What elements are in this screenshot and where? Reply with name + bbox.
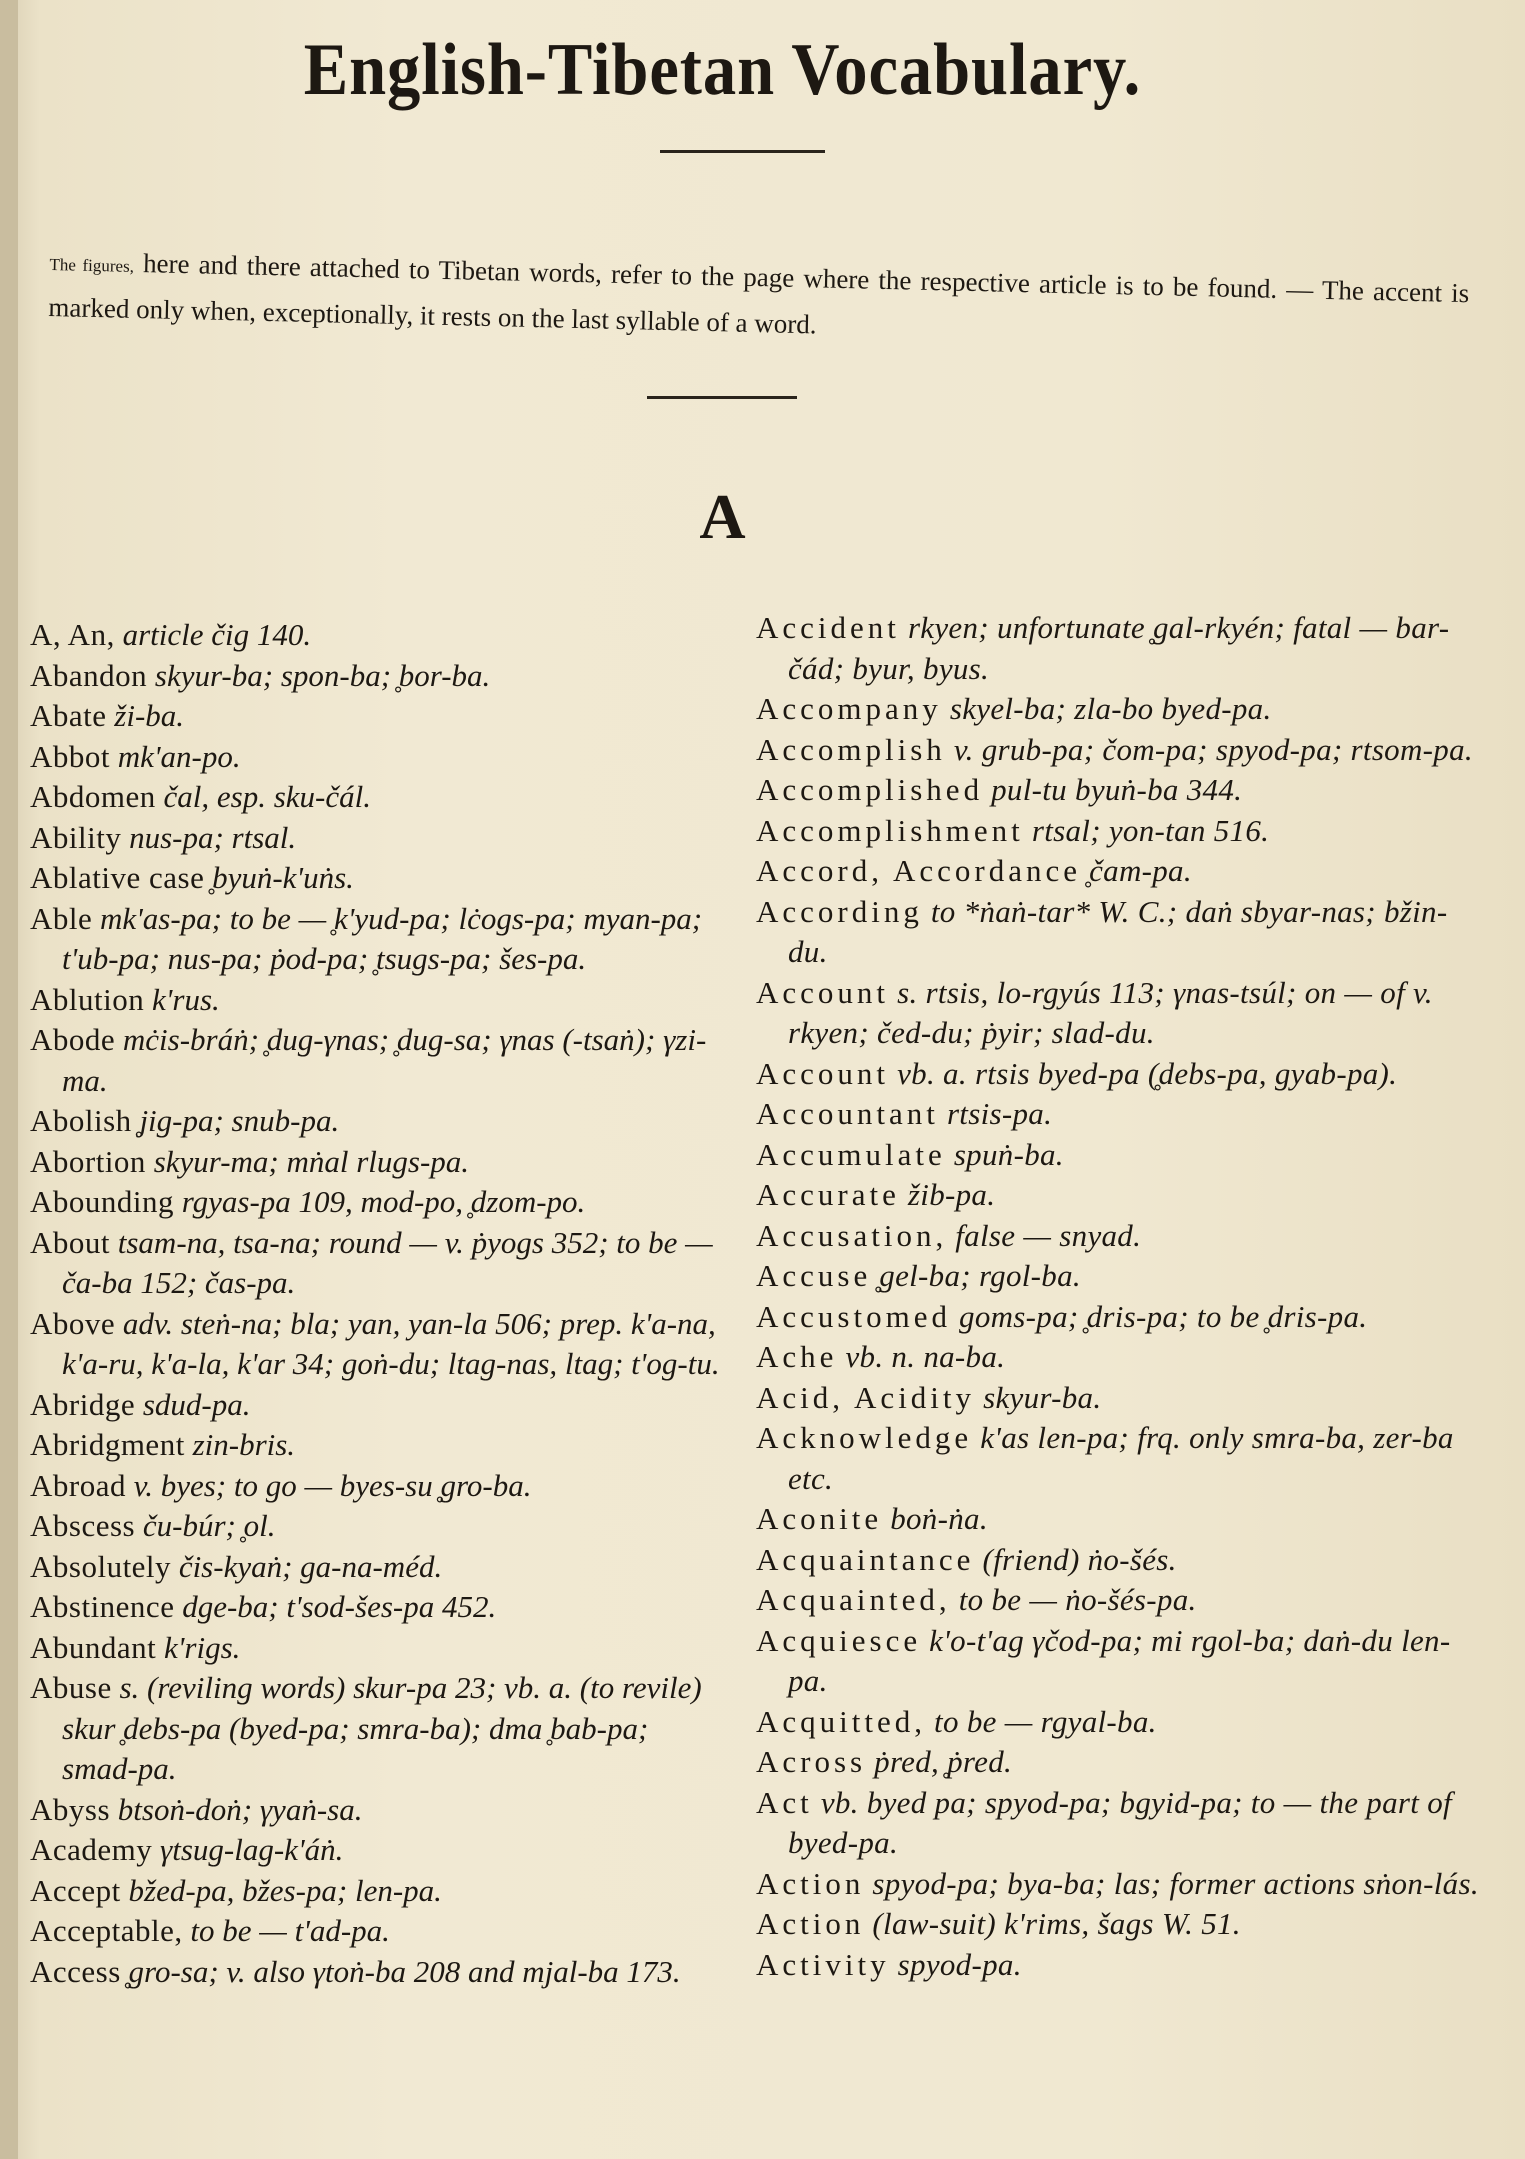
vocabulary-entry <box>756 1256 1486 1297</box>
vocabulary-entry <box>756 1297 1486 1338</box>
entry-headword: Accusation, <box>756 1217 948 1253</box>
vocabulary-entry <box>756 1054 1486 1095</box>
vocabulary-entry <box>756 608 1486 689</box>
entry-headword: Acquiesce <box>756 1622 922 1658</box>
entry-headword: Accept <box>30 1872 121 1908</box>
vocabulary-entry <box>756 730 1486 771</box>
entry-definition: pul-tu byuṅ-ba 344. <box>983 772 1243 807</box>
entry-definition: to be — ṅo-šés-pa. <box>950 1582 1197 1617</box>
entry-headword: According <box>756 893 923 929</box>
divider-rule <box>660 150 825 153</box>
entry-headword: Abridgment <box>30 1427 185 1462</box>
vocabulary-entry <box>756 1337 1486 1378</box>
vocabulary-entry <box>30 656 720 697</box>
entry-headword: Accomplished <box>756 772 984 807</box>
entry-headword: Account <box>756 974 890 1010</box>
vocabulary-entry <box>30 1911 720 1952</box>
entry-headword: Aconite <box>756 1501 883 1536</box>
vocabulary-entry <box>30 737 720 778</box>
entry-definition: s. rtsis, lo-rgyús 113; γnas-tsúl; on — of v. rkyen; čed-du; ṗyir; slad-du. <box>788 974 1433 1050</box>
entry-definition: čal, esp. sku-čál. <box>155 779 371 814</box>
vocabulary-entry <box>30 1628 720 1669</box>
entry-headword: About <box>30 1224 110 1260</box>
entry-headword: Accompany <box>756 691 942 726</box>
entry-definition: k'rigs. <box>156 1629 241 1665</box>
entry-headword: Acceptable, <box>30 1913 183 1948</box>
entry-definition: to be — t'ad-pa. <box>182 1913 390 1948</box>
entry-definition: v. byes; to go — byes-su ̥gro-ba. <box>125 1467 532 1503</box>
vocabulary-entry <box>30 1304 720 1385</box>
vocabulary-entry <box>30 1101 720 1142</box>
entry-definition: ̥čam-pa. <box>1081 853 1192 888</box>
entry-definition: to *ṅaṅ-tar* W. C.; daṅ sbyar-nas; bžin-du. <box>788 893 1448 969</box>
entry-definition: vb. n. na-ba. <box>837 1339 1006 1374</box>
vocabulary-entry <box>756 973 1486 1054</box>
vocabulary-entry <box>756 689 1486 730</box>
page-title: English-Tibetan Vocabulary. <box>303 29 1142 111</box>
vocabulary-entry <box>30 1020 720 1101</box>
entry-headword: Accord, Accordance <box>756 853 1082 888</box>
entry-headword: Abate <box>30 698 107 733</box>
entry-headword: Abdomen <box>30 779 156 814</box>
entry-headword: Abyss <box>30 1791 111 1827</box>
entry-headword: Activity <box>756 1946 890 1982</box>
entry-definition: k'rus. <box>144 981 220 1017</box>
entry-definition: vb. byed pa; spyod-pa; bgyid-pa; to — the part of byed-pa. <box>788 1784 1452 1860</box>
entry-headword: Access <box>30 1953 121 1989</box>
entry-definition: bžed-pa, bžes-pa; len-pa. <box>120 1872 442 1908</box>
entry-definition: boṅ-ṅa. <box>882 1501 988 1536</box>
entry-definition: ̥byuṅ-k'uṅs. <box>204 860 354 895</box>
entry-definition: v. grub-pa; čom-pa; spyod-pa; rtsom-pa. <box>945 731 1473 767</box>
vocabulary-entry <box>30 1587 720 1628</box>
entry-headword: Acquitted, <box>756 1703 926 1739</box>
entry-headword: Acid, Acidity <box>756 1379 976 1415</box>
entry-headword: Ability <box>30 819 122 855</box>
right-column <box>756 608 1486 1985</box>
entry-definition: žib-pa. <box>899 1177 996 1212</box>
entry-headword: Abode <box>30 1022 116 1057</box>
vocabulary-entry <box>756 1864 1486 1905</box>
vocabulary-entry <box>30 1385 720 1426</box>
entry-definition: zin-bris. <box>184 1427 296 1462</box>
vocabulary-entry <box>30 858 720 899</box>
entry-definition: ṗred, ̥ṗred. <box>866 1744 1013 1779</box>
entry-definition: mk'as-pa; to be — ̥k'yud-pa; lċogs-pa; myan-pa; t'ub-pa; nus-pa; ṗod-pa; ̥tsugs-pa; šes-pa. <box>62 900 703 976</box>
entry-definition: ču-búr; ̥ol. <box>135 1508 276 1543</box>
vocabulary-entry <box>30 1871 720 1912</box>
vocabulary-entry <box>30 615 720 656</box>
entry-definition: skyur-ma; mṅal rlugs-pa. <box>145 1143 470 1179</box>
vocabulary-entry <box>756 1945 1486 1986</box>
entry-headword: Abscess <box>30 1508 136 1543</box>
intro-note <box>48 240 1470 360</box>
entry-definition: ̥gel-ba; rgol-ba. <box>871 1258 1081 1293</box>
vocabulary-entry <box>30 980 720 1021</box>
entry-headword: Acquainted, <box>756 1582 951 1617</box>
entry-headword: Abounding <box>30 1184 174 1219</box>
vocabulary-entry <box>756 1094 1486 1135</box>
entry-definition: γtsug-lag-k'áṅ. <box>152 1832 344 1867</box>
vocabulary-entry <box>30 1223 720 1304</box>
vocabulary-entry <box>30 1952 720 1993</box>
vocabulary-entry <box>30 818 720 859</box>
entry-headword: Abuse <box>30 1670 112 1705</box>
intro-lead: The figures, <box>49 254 135 276</box>
vocabulary-entry <box>756 1216 1486 1257</box>
entry-headword: Accuse <box>756 1258 872 1293</box>
vocabulary-entry <box>30 1668 720 1790</box>
vocabulary-entry <box>756 1499 1486 1540</box>
vocabulary-entry <box>30 1466 720 1507</box>
entry-headword: Abundant <box>30 1629 157 1665</box>
entry-definition: čis-kyaṅ; ga-na-méd. <box>171 1548 443 1584</box>
entry-definition: ̥gro-sa; v. also γtoṅ-ba 208 and mjal-ba 173. <box>120 1953 681 1989</box>
entry-headword: Acquaintance <box>756 1541 975 1577</box>
left-column <box>30 615 720 1992</box>
entry-headword: Absolutely <box>30 1548 172 1584</box>
entry-headword: Abroad <box>30 1467 126 1503</box>
vocabulary-entry <box>756 1904 1486 1945</box>
entry-definition: skyur-ba. <box>975 1379 1102 1415</box>
vocabulary-entry <box>30 1830 720 1871</box>
entry-headword: Action <box>756 1865 865 1901</box>
entry-headword: Abstinence <box>30 1589 175 1624</box>
vocabulary-entry <box>756 1378 1486 1419</box>
vocabulary-entry <box>30 899 720 980</box>
entry-definition: ̥jig-pa; snub-pa. <box>131 1103 340 1138</box>
entry-headword: Accustomed <box>756 1298 951 1334</box>
entry-headword: Ablative case <box>30 860 205 895</box>
entry-definition: tsam-na, tsa-na; round — v. ṗyogs 352; to be — ča-ba 152; čas-pa. <box>62 1224 713 1300</box>
vocabulary-entry <box>756 1418 1486 1499</box>
entry-headword: Act <box>756 1784 813 1820</box>
vocabulary-entry <box>30 1142 720 1183</box>
entry-definition: rkyen; unfortunate ̥gal-rkyén; fatal — bar-čád; byur, byus. <box>788 610 1450 686</box>
entry-headword: A, An, <box>30 617 115 652</box>
entry-definition: btsoṅ-doṅ; γyaṅ-sa. <box>110 1791 363 1827</box>
entry-headword: Acknowledge <box>756 1420 973 1455</box>
section-letter: A <box>699 481 746 552</box>
entry-definition: mċis-bráṅ; ̥dug-γnas; ̥dug-sa; γnas (-tsaṅ); γzi-ma. <box>62 1022 707 1098</box>
vocabulary-entry <box>30 1790 720 1831</box>
entry-definition: mk'an-po. <box>110 738 241 774</box>
vocabulary-entry <box>756 1135 1486 1176</box>
entry-headword: Accurate <box>756 1177 900 1212</box>
vocabulary-entry <box>30 1506 720 1547</box>
entry-definition: rtsal; yon-tan 516. <box>1023 812 1270 848</box>
entry-definition: rtsis-pa. <box>938 1096 1053 1131</box>
vocabulary-entry <box>30 1182 720 1223</box>
entry-headword: Accumulate <box>756 1136 946 1172</box>
entry-headword: Abridge <box>30 1386 136 1422</box>
vocabulary-entry <box>756 851 1486 892</box>
entry-definition: k'as len-pa; frq. only smra-ba, zer-ba etc. <box>788 1420 1454 1496</box>
entry-definition: rgyas-pa 109, mod-po, ̥dzom-po. <box>174 1184 586 1219</box>
entry-definition: k'o-t'ag γčod-pa; mi rgol-ba; daṅ-du len-pa. <box>788 1622 1451 1698</box>
entry-definition: skyur-ba; spon-ba; ̥bor-ba. <box>147 657 491 693</box>
vocabulary-entry <box>30 777 720 818</box>
entry-headword: Accomplishment <box>756 812 1024 848</box>
entry-definition: adv. steṅ-na; bla; yan, yan-la 506; prep. k'a-na, k'a-ru, k'a-la, k'ar 34; goṅ-du; ltag-nas, ltag; t'og-tu. <box>62 1305 720 1381</box>
entry-headword: Ache <box>756 1339 838 1374</box>
entry-definition: s. (reviling words) skur-pa 23; vb. a. (to revile) skur ̥debs-pa (byed-pa; smra-ba); dma ̥bab-pa; smad-pa. <box>62 1670 702 1786</box>
vocabulary-entry <box>30 1547 720 1588</box>
entry-headword: Accident <box>756 610 900 645</box>
vocabulary-entry <box>756 811 1486 852</box>
book-gutter <box>0 0 18 2159</box>
vocabulary-entry <box>30 696 720 737</box>
entry-definition: goms-pa; ̥dris-pa; to be ̥dris-pa. <box>950 1298 1368 1334</box>
entry-headword: Academy <box>30 1832 153 1867</box>
entry-headword: Able <box>30 900 93 936</box>
vocabulary-entry <box>756 1702 1486 1743</box>
vocabulary-entry <box>756 1580 1486 1621</box>
vocabulary-entry <box>30 1425 720 1466</box>
entry-headword: Abolish <box>30 1103 132 1138</box>
entry-headword: Accomplish <box>756 731 946 767</box>
entry-definition: ži-ba. <box>106 698 185 733</box>
vocabulary-entry <box>756 1742 1486 1783</box>
entry-definition: sdud-pa. <box>135 1386 251 1422</box>
entry-headword: Abortion <box>30 1143 146 1179</box>
entry-definition: article čig 140. <box>114 617 312 652</box>
entry-definition: dge-ba; t'sod-šes-pa 452. <box>174 1589 497 1624</box>
entry-headword: Across <box>756 1744 867 1779</box>
entry-definition: false — snyad. <box>947 1217 1142 1253</box>
vocabulary-entry <box>756 1783 1486 1864</box>
vocabulary-entry <box>756 1540 1486 1581</box>
entry-headword: Above <box>30 1305 116 1341</box>
entry-headword: Abandon <box>30 657 148 693</box>
entry-headword: Ablution <box>30 981 145 1017</box>
entry-definition: nus-pa; rtsal. <box>121 819 297 855</box>
entry-definition: vb. a. rtsis byed-pa (̥debs-pa, gyab-pa). <box>889 1055 1398 1091</box>
entry-definition: spyod-pa; bya-ba; las; former actions sṅon-lás. <box>864 1865 1479 1901</box>
entry-headword: Action <box>756 1906 865 1941</box>
vocabulary-entry <box>756 892 1486 973</box>
entry-definition: spuṅ-ba. <box>945 1136 1064 1172</box>
vocabulary-entry <box>756 1175 1486 1216</box>
entry-headword: Abbot <box>30 738 110 774</box>
entry-definition: to be — rgyal-ba. <box>926 1703 1157 1739</box>
entry-definition: skyel-ba; zla-bo byed-pa. <box>941 691 1272 726</box>
intro-text: here and there attached to Tibetan words, refer to the page where the respective article is to be found. — The accent is marked only when, exceptionally, it rests on the last syllable of a word. <box>48 247 1470 340</box>
entry-definition: (friend) ṅo-šés. <box>974 1541 1177 1577</box>
vocabulary-entry <box>756 1621 1486 1702</box>
entry-definition: spyod-pa. <box>889 1946 1022 1982</box>
divider-rule <box>647 396 797 399</box>
entry-headword: Accountant <box>756 1096 939 1131</box>
entry-headword: Account <box>756 1055 890 1091</box>
entry-definition: (law-suit) k'rims, šags W. 51. <box>864 1906 1241 1941</box>
vocabulary-entry <box>756 770 1486 811</box>
